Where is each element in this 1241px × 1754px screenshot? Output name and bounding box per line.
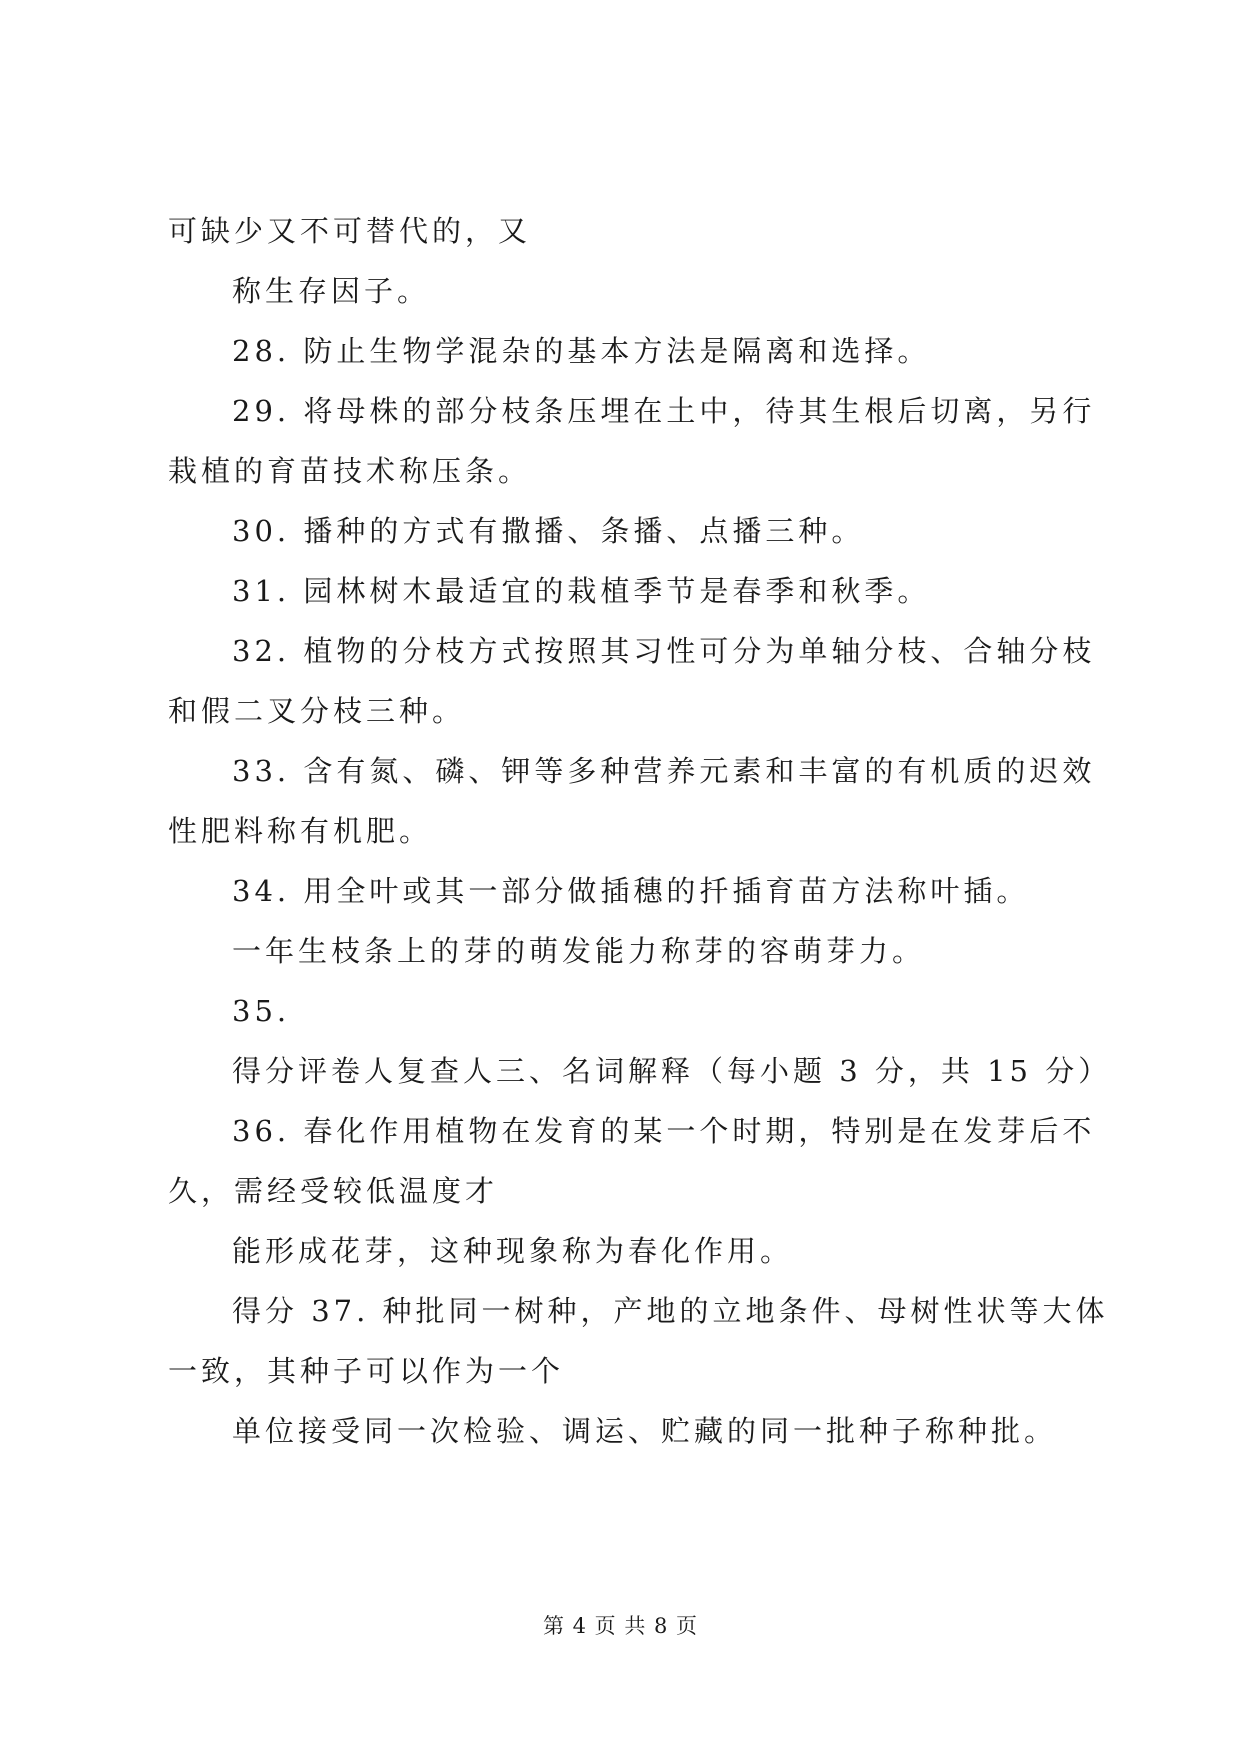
text-line: 性肥料称有机肥。	[168, 814, 433, 848]
text-line: 32. 植物的分枝方式按照其习性可分为单轴分枝、合轴分枝	[232, 634, 1096, 668]
text-line: 一致，其种子可以作为一个	[168, 1354, 565, 1388]
text-line: 29. 将母株的部分枝条压埋在土中，待其生根后切离，另行	[232, 394, 1096, 428]
text-line: 34. 用全叶或其一部分做插穗的扦插育苗方法称叶插。	[232, 874, 1030, 908]
page-footer: 第 4 页 共 8 页	[542, 1614, 699, 1638]
text-line: 一年生枝条上的芽的萌发能力称芽的容萌芽力。	[232, 934, 926, 968]
text-line: 栽植的育苗技术称压条。	[168, 454, 532, 488]
text-line: 得分 37. 种批同一树种，产地的立地条件、母树性状等大体	[232, 1294, 1109, 1328]
text-line: 得分评卷人复查人三、名词解释（每小题 3 分，共 15 分）	[232, 1054, 1112, 1088]
text-line: 28. 防止生物学混杂的基本方法是隔离和选择。	[232, 334, 931, 368]
text-line: 35.	[232, 994, 291, 1028]
text-line: 36. 春化作用植物在发育的某一个时期，特别是在发芽后不	[232, 1114, 1096, 1148]
text-line: 单位接受同一次检验、调运、贮藏的同一批种子称种批。	[232, 1414, 1058, 1448]
text-line: 称生存因子。	[232, 274, 431, 308]
text-line: 能形成花芽，这种现象称为春化作用。	[232, 1234, 794, 1268]
text-line: 和假二叉分枝三种。	[168, 694, 466, 728]
text-line: 可缺少又不可替代的，又	[168, 214, 532, 248]
text-line: 久，需经受较低温度才	[168, 1174, 499, 1208]
text-line: 31. 园林树木最适宜的栽植季节是春季和秋季。	[232, 574, 931, 608]
text-line: 33. 含有氮、磷、钾等多种营养元素和丰富的有机质的迟效	[232, 754, 1096, 788]
text-line: 30. 播种的方式有撒播、条播、点播三种。	[232, 514, 865, 548]
